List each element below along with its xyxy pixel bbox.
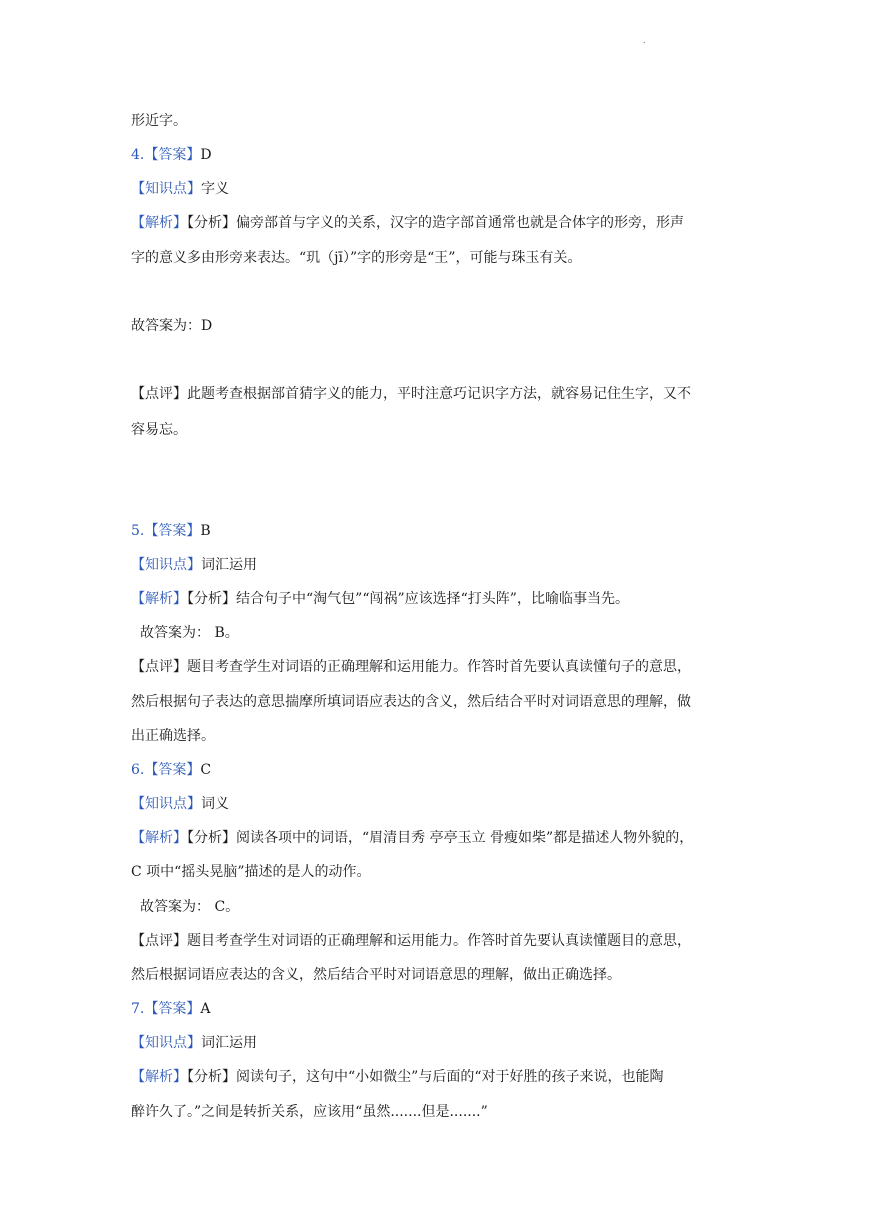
q4-analysis-line1 bbox=[131, 213, 684, 233]
q7-analysis-text1: 【分析】阅读句子，这句中“小如微尘”与后面的“对于好胜的孩子来说，也能陶 bbox=[187, 1069, 664, 1085]
q5-conclusion: 故答案为： B。 bbox=[140, 625, 239, 641]
q5-analysis-line1 bbox=[131, 589, 629, 609]
q7-knowledge-line bbox=[131, 1033, 257, 1053]
q5-comment-line1: 【点评】题目考查学生对词语的正确理解和运用能力。作答时首先要认真读懂句子的意思， bbox=[131, 659, 691, 675]
q4-comment-line1: 【点评】此题考查根据部首猜字义的能力，平时注意巧记识字方法，就容易记住生字，又不 bbox=[131, 386, 691, 402]
q5-answer-label: 5.【答案】 bbox=[131, 523, 201, 539]
q4-knowledge: 字义 bbox=[201, 181, 229, 197]
q6-answer-label: 6.【答案】 bbox=[131, 762, 201, 778]
q5-comment-line3: 出正确选择。 bbox=[131, 728, 215, 744]
q6-answer: C bbox=[200, 762, 212, 778]
q6-analysis-line1 bbox=[131, 828, 693, 848]
q7-analysis-label: 【解析】 bbox=[131, 1069, 187, 1085]
q5-analysis-text1: 【分析】结合句子中“淘气包”“闯祸”应该选择“打头阵”，比喻临事当先。 bbox=[187, 591, 629, 607]
q4-knowledge-line bbox=[131, 179, 229, 199]
q5-analysis-label: 【解析】 bbox=[131, 591, 187, 607]
q6-comment-line1: 【点评】题目考查学生对词语的正确理解和运用能力。作答时首先要认真读懂题目的意思， bbox=[131, 933, 691, 949]
q4-conclusion: 故答案为：D bbox=[131, 318, 213, 334]
q4-answer: D bbox=[200, 147, 212, 163]
q4-analysis-text1: 【分析】偏旁部首与字义的关系，汉字的造字部首通常也就是合体字的形旁，形声 bbox=[187, 215, 684, 231]
q6-knowledge-label: 【知识点】 bbox=[131, 796, 201, 812]
q5-comment-line2: 然后根据句子表达的意思揣摩所填词语应表达的含义，然后结合平时对词语意思的理解，做 bbox=[131, 694, 691, 710]
q6-analysis-label: 【解析】 bbox=[131, 830, 187, 846]
q7-knowledge-label: 【知识点】 bbox=[131, 1035, 201, 1051]
q7-knowledge: 词汇运用 bbox=[201, 1035, 257, 1051]
q5-knowledge-line bbox=[131, 555, 257, 575]
q7-analysis-line2: 醉许久了。”之间是转折关系，应该用“虽然.......但是.......” bbox=[131, 1104, 488, 1120]
intro-tail: 形近字。 bbox=[131, 113, 187, 129]
q4-analysis-label: 【解析】 bbox=[131, 215, 187, 231]
q6-analysis-text1: 【分析】阅读各项中的词语，“眉清目秀 亭亭玉立 骨瘦如柴”都是描述人物外貌的， bbox=[187, 830, 694, 846]
q6-knowledge: 词义 bbox=[201, 796, 229, 812]
q6-answer-line bbox=[131, 760, 211, 780]
q4-knowledge-label: 【知识点】 bbox=[131, 181, 201, 197]
q7-answer: A bbox=[200, 1001, 211, 1017]
q6-conclusion: 故答案为： C。 bbox=[140, 899, 240, 915]
header-mark: . bbox=[643, 36, 646, 45]
q4-answer-label: 4.【答案】 bbox=[131, 147, 201, 163]
q7-answer-line bbox=[131, 999, 210, 1019]
q6-analysis-line2: C 项中“摇头晃脑”描述的是人的动作。 bbox=[131, 864, 371, 880]
q7-answer-label: 7.【答案】 bbox=[131, 1001, 201, 1017]
q5-answer: B bbox=[200, 523, 211, 539]
q4-answer-line bbox=[131, 145, 212, 165]
q5-answer-line bbox=[131, 521, 211, 541]
q5-knowledge: 词汇运用 bbox=[201, 557, 257, 573]
q7-analysis-line1 bbox=[131, 1067, 663, 1087]
q6-knowledge-line bbox=[131, 794, 229, 814]
q5-knowledge-label: 【知识点】 bbox=[131, 557, 201, 573]
q6-comment-line2: 然后根据词语应表达的含义，然后结合平时对词语意思的理解，做出正确选择。 bbox=[131, 967, 621, 983]
q4-comment-line2: 容易忘。 bbox=[131, 422, 187, 438]
q4-analysis-line2: 字的意义多由形旁来表达。“玑（jī）”字的形旁是“王”，可能与珠玉有关。 bbox=[131, 250, 582, 266]
